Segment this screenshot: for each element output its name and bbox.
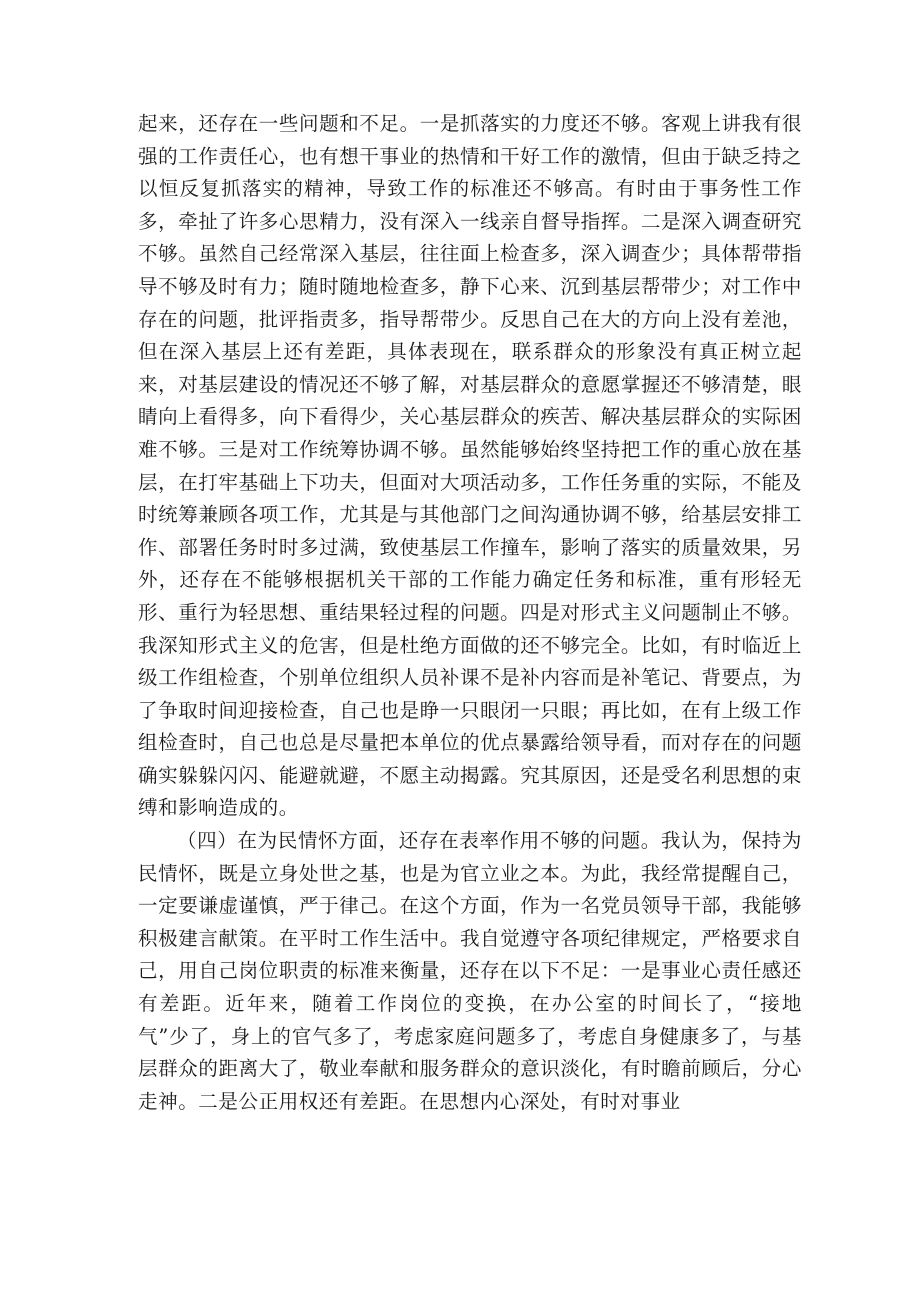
paragraph-section-four: （四）在为民情怀方面，还存在表率作用不够的问题。我认为，保持为民情怀，既是立身处世之基，也是为官立业之本。为此，我经常提醒自己，一定要谦虚谨慎，严于律己。在这个方面，作为一名党员领导干部，我能够积极建言献策。在平时工作生活中。我自觉遵守各项纪律规定，严格要求自己，用自己岗位职责的标准来衡量，还存在以下不足：一是事业心责任感还有差距。近年来，随着工作岗位的变换，在办公室的时间长了，“接地气”少了，身上的官气多了，考虑家庭问题多了，考虑自身健康多了，与基层群众的距离大了，敬业奉献和服务群众的意识淡化，有时瞻前顾后，分心走神。二是公正用权还有差距。在思想内心深处，有时对事业 [138, 829, 802, 1113]
document-body [138, 108, 802, 1118]
paragraph-problems-continued: 起来，还存在一些问题和不足。一是抓落实的力度还不够。客观上讲我有很强的工作责任心，也有想干事业的热情和干好工作的激情，但由于缺乏持之以恒反复抓落实的精神，导致工作的标准还不够高。有时由于事务性工作多，牵扯了许多心思精力，没有深入一线亲自督导指挥。二是深入调查研究不够。虽然自己经常深入基层，往往面上检查多，深入调查少；具体帮带指导不够及时有力；随时随地检查多，静下心来、沉到基层帮带少；对工作中存在的问题，批评指责多，指导帮带少。反思自己在大的方向上没有差池，但在深入基层上还有差距，具体表现在，联系群众的形象没有真正树立起来，对基层建设的情况还不够了解，对基层群众的意愿掌握还不够清楚，眼睛向上看得多，向下看得少，关心基层群众的疾苦、解决基层群众的实际困难不够。三是对工作统筹协调不够。虽然能够始终坚持把工作的重心放在基层，在打牢基础上下功夫，但面对大项活动多，工作任务重的实际，不能及时统筹兼顾各项工作，尤其是与其他部门之间沟通协调不够，给基层安排工作、部署任务时时多过满，致使基层工作撞车，影响了落实的质量效果，另外，还存在不能够根据机关干部的工作能力确定任务和标准，重有形轻无形、重行为轻思想、重结果轻过程的问题。四是对形式主义问题制止不够。我深知形式主义的危害，但是杜绝方面做的还不够完全。比如，有时临近上级工作组检查，个别单位组织人员补课不是补内容而是补笔记、背要点，为了争取时间迎接检查，自己也是睁一只眼闭一只眼；再比如，在有上级工作组检查时，自己也总是尽量把本单位的优点暴露给领导看，而对存在的问题确实躲躲闪闪、能避就避，不愿主动揭露。究其原因，还是受名利思想的束缚和影响造成的。 [138, 112, 802, 820]
